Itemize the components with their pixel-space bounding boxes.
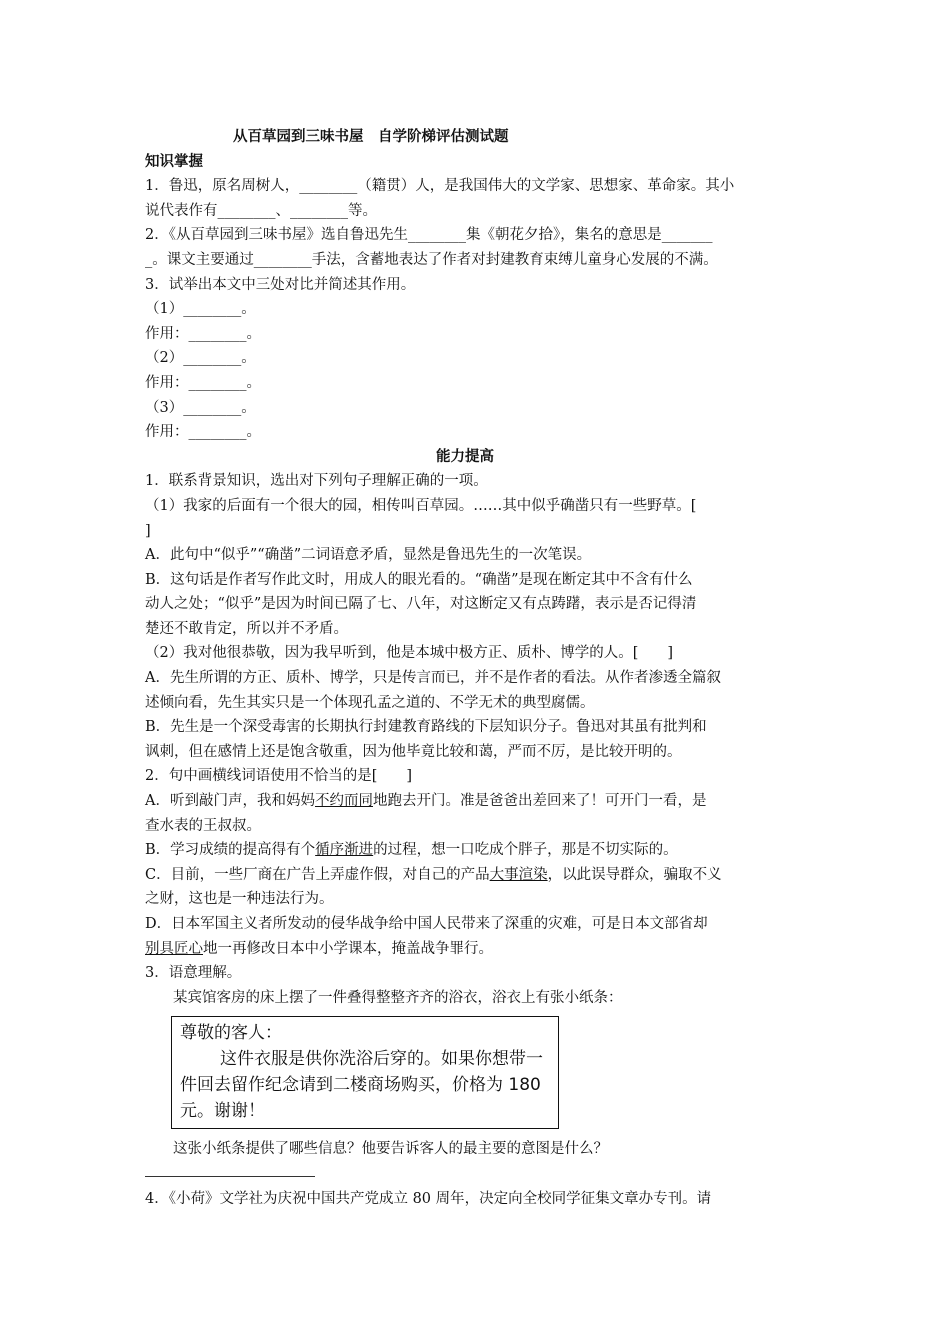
note-greeting: 尊敬的客人： xyxy=(180,1023,282,1044)
question-line: 作用：________。 xyxy=(145,374,261,391)
question-4: 4．《小荷》文学社为庆祝中国共产党成立 80 周年，决定向全校同学征集文章办专刊。请 xyxy=(145,1190,712,1207)
option-text: 地跑去开门。准是爸爸出差回来了！可开门一看，是 xyxy=(372,793,707,810)
question-1-block xyxy=(145,469,785,764)
hotel-note xyxy=(171,1016,559,1129)
document-page xyxy=(145,125,785,1212)
question-line: （2）________。 xyxy=(145,350,256,367)
question-line: B．先生是一个深受毒害的长期执行封建教育路线的下层知识分子。鲁迅对其虽有批判和 xyxy=(145,719,707,736)
question-line: 讽刺，但在感情上还是饱含敬重，因为他毕竟比较和蔼，严而不厉，是比较开明的。 xyxy=(145,743,682,760)
option-text: C．目前，一些厂商在广告上弄虚作假，对自己的产品 xyxy=(145,866,490,883)
question-3-context: 某宾馆客房的床上摆了一件叠得整整齐齐的浴衣，浴衣上有张小纸条： xyxy=(173,989,623,1006)
document-title: 从百草园到三味书屋 自学阶梯评估测试题 xyxy=(233,129,509,145)
question-line: 动人之处；“似乎”是因为时间已隔了七、八年，对这断定又有点踌躇，表示是否记得清 xyxy=(145,596,697,613)
question-line: 作用：________。 xyxy=(145,325,261,342)
section-heading-knowledge: 知识掌握 xyxy=(145,153,203,170)
question-3-intro: 3．语意理解。 xyxy=(145,965,242,982)
question-3-prompt: 这张小纸条提供了哪些信息？他要告诉客人的最主要的意图是什么？ xyxy=(173,1141,608,1158)
question-line: B．这句话是作者写作此文时，用成人的眼光看的。“确凿”是现在断定其中不含有什么 xyxy=(145,571,693,588)
question-2-option-c-cont: 之财，这也是一种违法行为。 xyxy=(145,891,334,908)
option-text: 的过程，想一口吃成个胖子，那是不切实际的。 xyxy=(373,842,678,859)
question-line: （3）________。 xyxy=(145,399,256,416)
question-line: 1．鲁迅，原名周树人，________（籍贯）人，是我国伟大的文学家、思想家、革命家。其小 xyxy=(145,178,735,195)
underlined-phrase: 大事渲染 xyxy=(489,866,548,883)
section-heading-ability: 能力提高 xyxy=(436,448,494,465)
question-2-intro: 2．句中画横线词语使用不恰当的是[ ] xyxy=(145,768,413,785)
question-line: 2．《从百草园到三味书屋》选自鲁迅先生________集《朝花夕拾》，集名的意思是_______ xyxy=(145,227,713,244)
question-line: A．先生所谓的方正、质朴、博学，只是传言而已，并不是作者的看法。从作者渗透全篇叙 xyxy=(145,670,721,687)
question-2-option-d: D．日本军国主义者所发动的侵华战争给中国人民带来了深重的灾难，可是日本文部省却 xyxy=(145,916,708,932)
underlined-phrase: 别具匠心 xyxy=(145,940,203,957)
question-2-option-a-cont: 查水表的王叔叔。 xyxy=(145,817,261,834)
option-text: ，以此误导群众，骗取不义 xyxy=(547,866,722,883)
knowledge-questions xyxy=(145,174,785,445)
option-text: B．学习成绩的提高得有个 xyxy=(145,842,316,859)
question-line: 3．试举出本文中三处对比并简述其作用。 xyxy=(145,276,416,293)
option-text: A．听到敲门声，我和妈妈 xyxy=(145,793,315,810)
question-line: 说代表作有________、________等。 xyxy=(145,202,377,219)
question-line: A．此句中“似乎”“确凿”二词语意矛盾，显然是鲁迅先生的一次笔误。 xyxy=(145,547,592,564)
question-2-option-d-cont xyxy=(145,937,785,962)
question-2-option-b xyxy=(145,838,785,863)
question-line: 作用：________。 xyxy=(145,424,261,441)
option-text: 地一再修改日本中小学课本，掩盖战争罪行。 xyxy=(203,940,493,957)
question-line: ] xyxy=(145,522,151,539)
question-2-option-c xyxy=(145,863,785,888)
question-line: 述倾向看，先生其实只是一个体现孔孟之道的、不学无术的典型腐儒。 xyxy=(145,694,595,711)
question-line: 楚还不敢肯定，所以并不矛盾。 xyxy=(145,620,348,637)
question-line: 1．联系背景知识，选出对下列句子理解正确的一项。 xyxy=(145,473,488,490)
note-body: 这件衣服是供你洗浴后穿的。如果你想带一件回去留作纪念请到二楼商场购买，价格为 180 元。谢谢！ xyxy=(180,1049,543,1122)
question-3-block xyxy=(145,961,785,1162)
underlined-phrase: 循序渐进 xyxy=(315,842,374,859)
question-line: （1）我家的后面有一个很大的园，相传叫百草园。……其中似乎确凿只有一些野草。[ xyxy=(145,497,697,514)
divider xyxy=(145,1176,315,1177)
question-line: （1）________。 xyxy=(145,301,256,318)
question-2-block xyxy=(145,764,785,961)
underlined-phrase: 不约而同 xyxy=(314,793,373,810)
question-2-option-a xyxy=(145,789,785,814)
question-line: （2）我对他很恭敬，因为我早听到，他是本城中极方正、质朴、博学的人。[ ] xyxy=(145,645,674,662)
question-line: _。课文主要通过________手法，含蓄地表达了作者对封建教育束缚儿童身心发展的不满。 xyxy=(145,251,718,268)
